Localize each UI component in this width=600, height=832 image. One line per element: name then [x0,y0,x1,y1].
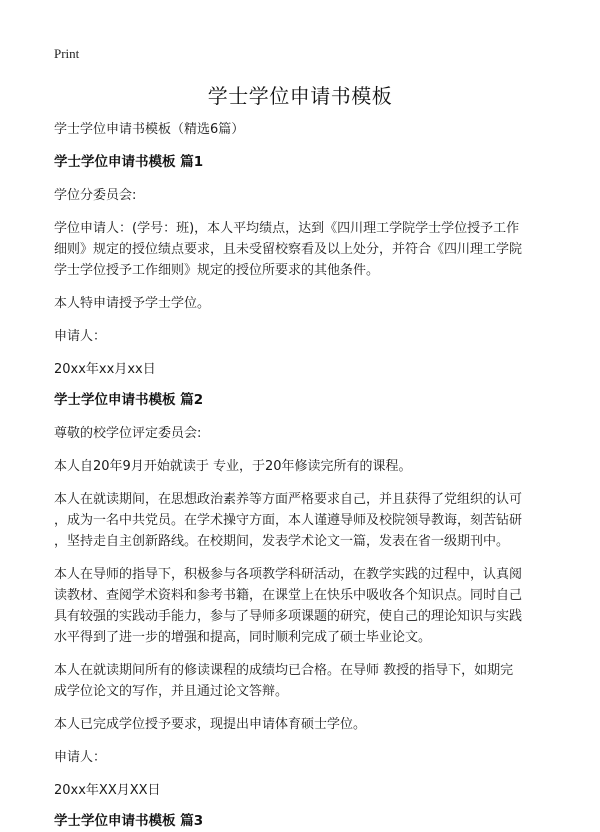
paragraph-line: 学士学位授予工作细则》规定的授位所要求的其他条件。 [54,263,380,278]
paragraph: 学位分委员会: [54,188,137,203]
paragraph: 本人自20年9月开始就读于 专业，于20年修读完所有的课程。 [54,459,412,474]
paragraph [54,660,552,702]
section-heading-2: 学士学位申请书模板 篇2 [54,392,204,408]
section-heading-3: 学士学位申请书模板 篇3 [54,813,204,829]
paragraph-line: 读教材、查阅学术资料和参考书籍，在课堂上在快乐中吸收各个知识点。同时自己 [54,588,523,603]
section-heading-1: 学士学位申请书模板 篇1 [54,154,204,170]
paragraph-line: 本人在导师的指导下，积极参与各项教学科研活动，在教学实践的过程中，认真阅 [54,567,523,582]
page-title: 学士学位申请书模板 [207,84,393,108]
paragraph [54,489,552,552]
paragraph-line: 细则》规定的授位绩点要求，且未受留校察看及以上处分，并符合《四川理工学院 [54,242,523,257]
paragraph-line: 本人在就读期间所有的修读课程的成绩均已合格。在导师 教授的指导下，如期完 [54,663,514,678]
paragraph-line: 本人在就读期间，在思想政治素养等方面严格要求自己，并且获得了党组织的认可 [54,492,523,507]
paragraph-line: 学位申请人：(学号：班)，本人平均绩点，达到《四川理工学院学士学位授予工作 [54,221,520,236]
date-line: 20xx年xx月xx日 [54,362,156,377]
document-subtitle: 学士学位申请书模板（精选6篇） [54,122,245,137]
paragraph-line: 水平得到了进一步的增强和提高，同时顺利完成了硕士毕业论文。 [54,630,432,645]
paragraph: 尊敬的校学位评定委员会: [54,426,202,441]
applicant-label: 申请人： [54,750,107,765]
date-line: 20xx年XX月XX日 [54,783,161,798]
paragraph-line: ，坚持走自主创新路线。在校期间，发表学术论文一篇，发表在省一级期刊中。 [54,534,510,549]
paragraph: 本人特申请授予学士学位。 [54,296,211,311]
document-body [54,119,552,832]
paragraph-line: ，成为一名中共党员。在学术操守方面，本人谨遵导师及校院领导教诲，刻苦钻研 [54,513,523,528]
print-link[interactable]: Print [54,46,80,61]
paragraph [54,564,552,648]
paragraph: 本人已完成学位授予要求，现提出申请体育硕士学位。 [54,717,367,732]
paragraph-line: 具有较强的实践动手能力，参与了导师多项课题的研究，使自己的理论知识与实践 [54,609,523,624]
paragraph [54,218,552,281]
paragraph-line: 成学位论文的写作，并且通过论文答辩。 [54,684,289,699]
applicant-label: 申请人： [54,329,107,344]
